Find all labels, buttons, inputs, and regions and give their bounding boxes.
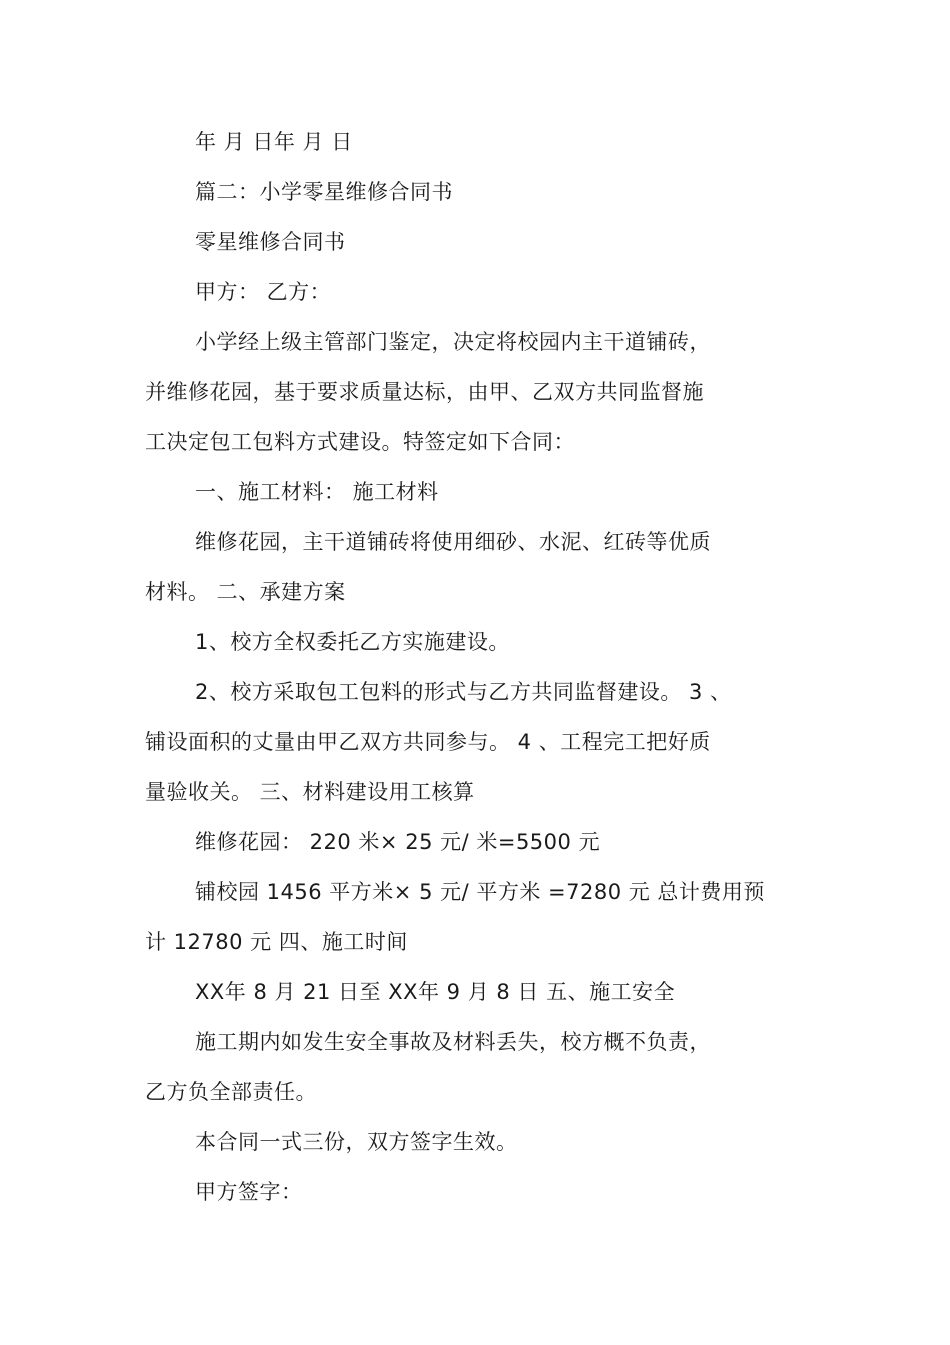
safety-paragraph-line-1: 施工期内如发生安全事故及材料丢失，校方概不负责， — [195, 1030, 711, 1054]
section-materials-heading: 一、施工材料： 施工材料 — [195, 480, 439, 504]
cost-garden: 维修花园： 220 米× 25 元/ 米=5500 元 — [195, 830, 601, 854]
cost-paving: 铺校园 1456 平方米× 5 元/ 平方米 =7280 元 总计费用预 — [195, 880, 765, 904]
date-line: 年 月 日年 月 日 — [195, 130, 353, 154]
plan-item-2: 2、校方采取包工包料的形式与乙方共同监督建设。 3 、 — [195, 680, 732, 704]
plan-item-3: 铺设面积的丈量由甲乙双方共同参与。 4 、工程完工把好质 — [145, 730, 711, 754]
contract-title: 零星维修合同书 — [195, 230, 346, 254]
copies-clause: 本合同一式三份，双方签字生效。 — [195, 1130, 518, 1154]
materials-paragraph-line-2: 材料。 二、承建方案 — [145, 580, 346, 604]
section-heading-part-two: 篇二：小学零星维修合同书 — [195, 180, 453, 204]
intro-paragraph-line-1: 小学经上级主管部门鉴定，决定将校园内主干道铺砖， — [195, 330, 711, 354]
materials-paragraph-line-1: 维修花园，主干道铺砖将使用细砂、水泥、红砖等优质 — [195, 530, 711, 554]
party-a-signature-label: 甲方签字： — [195, 1180, 303, 1204]
cost-total: 计 12780 元 四、施工时间 — [145, 930, 408, 954]
safety-paragraph-line-2: 乙方负全部责任。 — [145, 1080, 317, 1104]
construction-time: XX年 8 月 21 日至 XX年 9 月 8 日 五、施工安全 — [195, 980, 676, 1004]
party-line: 甲方： 乙方： — [195, 280, 332, 304]
intro-paragraph-line-2: 并维修花园，基于要求质量达标，由甲、乙双方共同监督施 — [145, 380, 704, 404]
plan-item-4: 量验收关。 三、材料建设用工核算 — [145, 780, 475, 804]
intro-paragraph-line-3: 工决定包工包料方式建设。特签定如下合同： — [145, 430, 575, 454]
plan-item-1: 1、校方全权委托乙方实施建设。 — [195, 630, 510, 654]
